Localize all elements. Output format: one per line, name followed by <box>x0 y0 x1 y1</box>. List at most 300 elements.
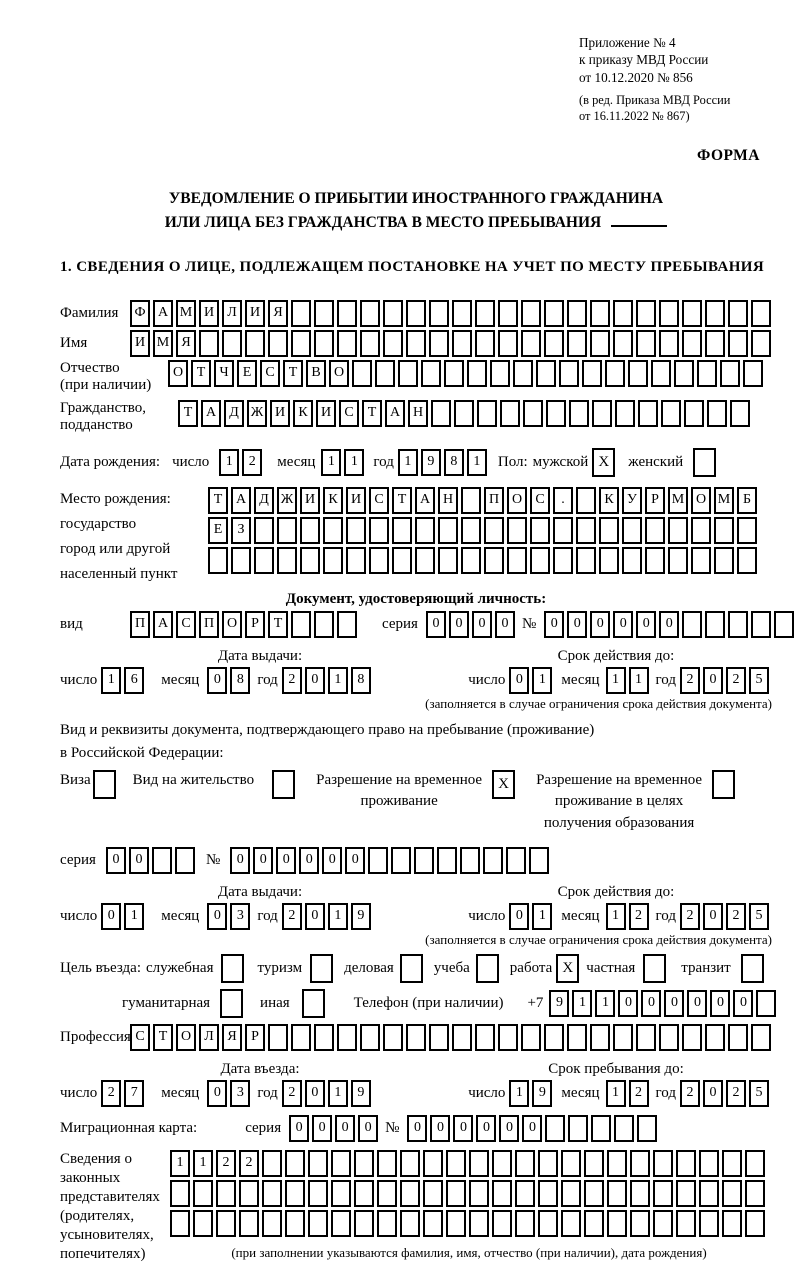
char-box[interactable] <box>400 1150 420 1177</box>
char-box[interactable]: Т <box>191 360 211 387</box>
char-box[interactable] <box>291 330 311 357</box>
char-box[interactable] <box>291 611 311 638</box>
char-box[interactable] <box>636 330 656 357</box>
char-box[interactable]: 0 <box>101 903 121 930</box>
char-box[interactable] <box>323 547 343 574</box>
char-box[interactable]: 0 <box>509 667 529 694</box>
char-box[interactable] <box>193 1180 213 1207</box>
char-box[interactable] <box>337 300 357 327</box>
char-box[interactable] <box>576 517 596 544</box>
char-box[interactable] <box>484 547 504 574</box>
char-box[interactable] <box>406 300 426 327</box>
char-box[interactable] <box>446 1150 466 1177</box>
char-box[interactable] <box>682 611 702 638</box>
char-box[interactable]: С <box>369 487 389 514</box>
char-box[interactable]: 8 <box>444 449 464 476</box>
char-box[interactable]: 2 <box>726 903 746 930</box>
char-box[interactable]: 0 <box>253 847 273 874</box>
char-box[interactable] <box>582 360 602 387</box>
char-box[interactable] <box>314 611 334 638</box>
char-box[interactable] <box>584 1210 604 1237</box>
char-box[interactable] <box>423 1210 443 1237</box>
char-box[interactable]: А <box>201 400 221 427</box>
char-box[interactable] <box>599 547 619 574</box>
char-box[interactable] <box>636 1024 656 1051</box>
char-box[interactable]: 8 <box>230 667 250 694</box>
char-box[interactable] <box>607 1150 627 1177</box>
char-box[interactable] <box>645 547 665 574</box>
char-box[interactable] <box>314 1024 334 1051</box>
char-box[interactable] <box>262 1150 282 1177</box>
char-box[interactable] <box>653 1210 673 1237</box>
char-box[interactable] <box>490 360 510 387</box>
char-box[interactable]: О <box>329 360 349 387</box>
char-box[interactable] <box>553 547 573 574</box>
char-box[interactable]: 0 <box>613 611 633 638</box>
char-box[interactable] <box>175 847 195 874</box>
char-box[interactable] <box>730 400 750 427</box>
char-box[interactable]: 0 <box>358 1115 378 1142</box>
char-box[interactable]: 2 <box>216 1150 236 1177</box>
char-box[interactable]: Н <box>408 400 428 427</box>
char-box[interactable] <box>285 1150 305 1177</box>
char-box[interactable]: 0 <box>345 847 365 874</box>
char-box[interactable] <box>354 1150 374 1177</box>
char-box[interactable] <box>483 847 503 874</box>
char-box[interactable]: 8 <box>351 667 371 694</box>
char-box[interactable]: 3 <box>230 903 250 930</box>
char-box[interactable]: . <box>553 487 573 514</box>
char-box[interactable] <box>751 330 771 357</box>
char-box[interactable] <box>475 300 495 327</box>
char-box[interactable]: 1 <box>532 667 552 694</box>
char-box[interactable] <box>720 360 740 387</box>
char-box[interactable]: 0 <box>499 1115 519 1142</box>
char-box[interactable] <box>659 1024 679 1051</box>
char-box[interactable]: С <box>130 1024 150 1051</box>
char-box[interactable] <box>521 1024 541 1051</box>
char-box[interactable] <box>415 547 435 574</box>
char-box[interactable] <box>682 300 702 327</box>
char-box[interactable]: 3 <box>230 1080 250 1107</box>
char-box[interactable] <box>360 1024 380 1051</box>
char-box[interactable]: 9 <box>532 1080 552 1107</box>
char-box[interactable]: 0 <box>641 990 661 1017</box>
char-box[interactable]: А <box>385 400 405 427</box>
char-box[interactable]: 2 <box>680 667 700 694</box>
char-box[interactable] <box>492 1180 512 1207</box>
char-box[interactable]: 1 <box>398 449 418 476</box>
char-box[interactable] <box>676 1150 696 1177</box>
char-box[interactable]: 0 <box>129 847 149 874</box>
char-box[interactable]: И <box>199 300 219 327</box>
char-box[interactable] <box>569 400 589 427</box>
char-box[interactable] <box>221 954 244 983</box>
char-box[interactable]: 0 <box>299 847 319 874</box>
char-box[interactable]: 6 <box>124 667 144 694</box>
char-box[interactable] <box>636 300 656 327</box>
char-box[interactable] <box>553 517 573 544</box>
char-box[interactable]: 0 <box>703 667 723 694</box>
char-box[interactable] <box>622 547 642 574</box>
char-box[interactable] <box>477 400 497 427</box>
char-box[interactable] <box>630 1210 650 1237</box>
char-box[interactable] <box>538 1210 558 1237</box>
char-box[interactable] <box>308 1150 328 1177</box>
char-box[interactable] <box>722 1180 742 1207</box>
char-box[interactable]: 2 <box>680 903 700 930</box>
char-box[interactable] <box>530 517 550 544</box>
char-box[interactable] <box>222 330 242 357</box>
char-box[interactable]: А <box>153 611 173 638</box>
char-box[interactable] <box>728 330 748 357</box>
char-box[interactable]: Т <box>178 400 198 427</box>
char-box[interactable]: С <box>260 360 280 387</box>
char-box[interactable] <box>544 1024 564 1051</box>
char-box[interactable]: 0 <box>659 611 679 638</box>
char-box[interactable] <box>354 1180 374 1207</box>
char-box[interactable] <box>568 1115 588 1142</box>
char-box[interactable] <box>714 547 734 574</box>
char-box[interactable] <box>592 400 612 427</box>
char-box[interactable] <box>231 547 251 574</box>
char-box[interactable] <box>429 1024 449 1051</box>
char-box[interactable]: 0 <box>305 1080 325 1107</box>
char-box[interactable] <box>607 1180 627 1207</box>
char-box[interactable] <box>653 1150 673 1177</box>
char-box[interactable] <box>368 847 388 874</box>
char-box[interactable]: 7 <box>124 1080 144 1107</box>
char-box[interactable]: 0 <box>522 1115 542 1142</box>
char-box[interactable]: Н <box>438 487 458 514</box>
char-box[interactable] <box>208 547 228 574</box>
char-box[interactable]: 5 <box>749 903 769 930</box>
char-box[interactable] <box>614 1115 634 1142</box>
char-box[interactable]: 0 <box>322 847 342 874</box>
char-box[interactable] <box>383 1024 403 1051</box>
char-box[interactable]: 1 <box>170 1150 190 1177</box>
char-box[interactable]: 0 <box>703 903 723 930</box>
char-box[interactable]: 9 <box>351 1080 371 1107</box>
char-box[interactable]: X <box>492 770 515 799</box>
char-box[interactable] <box>590 330 610 357</box>
char-box[interactable] <box>314 330 334 357</box>
char-box[interactable]: О <box>691 487 711 514</box>
char-box[interactable]: 2 <box>726 667 746 694</box>
char-box[interactable] <box>697 360 717 387</box>
char-box[interactable] <box>661 400 681 427</box>
char-box[interactable]: М <box>714 487 734 514</box>
char-box[interactable] <box>613 330 633 357</box>
char-box[interactable]: 2 <box>101 1080 121 1107</box>
char-box[interactable] <box>406 1024 426 1051</box>
char-box[interactable]: В <box>306 360 326 387</box>
char-box[interactable] <box>705 330 725 357</box>
char-box[interactable] <box>674 360 694 387</box>
char-box[interactable] <box>507 517 527 544</box>
char-box[interactable]: X <box>556 954 579 983</box>
char-box[interactable] <box>590 1024 610 1051</box>
char-box[interactable] <box>653 1180 673 1207</box>
char-box[interactable] <box>745 1150 765 1177</box>
char-box[interactable]: 2 <box>629 903 649 930</box>
char-box[interactable] <box>438 547 458 574</box>
char-box[interactable]: Т <box>208 487 228 514</box>
char-box[interactable] <box>354 1210 374 1237</box>
char-box[interactable] <box>515 1210 535 1237</box>
char-box[interactable] <box>743 360 763 387</box>
char-box[interactable] <box>705 1024 725 1051</box>
char-box[interactable] <box>538 1150 558 1177</box>
char-box[interactable] <box>751 611 771 638</box>
char-box[interactable] <box>369 517 389 544</box>
char-box[interactable] <box>676 1210 696 1237</box>
char-box[interactable] <box>375 360 395 387</box>
char-box[interactable]: Д <box>254 487 274 514</box>
char-box[interactable] <box>452 300 472 327</box>
char-box[interactable]: 0 <box>230 847 250 874</box>
char-box[interactable] <box>536 360 556 387</box>
char-box[interactable]: 1 <box>328 903 348 930</box>
char-box[interactable] <box>699 1180 719 1207</box>
char-box[interactable]: 1 <box>344 449 364 476</box>
char-box[interactable]: 1 <box>595 990 615 1017</box>
char-box[interactable]: О <box>507 487 527 514</box>
char-box[interactable]: И <box>270 400 290 427</box>
char-box[interactable]: Р <box>245 1024 265 1051</box>
char-box[interactable] <box>93 770 116 799</box>
char-box[interactable] <box>728 611 748 638</box>
char-box[interactable] <box>705 300 725 327</box>
char-box[interactable]: 0 <box>733 990 753 1017</box>
char-box[interactable]: И <box>130 330 150 357</box>
char-box[interactable] <box>300 547 320 574</box>
char-box[interactable]: 0 <box>207 903 227 930</box>
char-box[interactable] <box>722 1150 742 1177</box>
char-box[interactable] <box>668 547 688 574</box>
char-box[interactable]: Л <box>222 300 242 327</box>
char-box[interactable] <box>699 1150 719 1177</box>
char-box[interactable]: 0 <box>509 903 529 930</box>
char-box[interactable]: С <box>176 611 196 638</box>
char-box[interactable] <box>254 517 274 544</box>
char-box[interactable]: К <box>323 487 343 514</box>
char-box[interactable] <box>262 1210 282 1237</box>
char-box[interactable] <box>323 517 343 544</box>
char-box[interactable]: 0 <box>305 667 325 694</box>
char-box[interactable] <box>302 989 325 1018</box>
char-box[interactable]: М <box>153 330 173 357</box>
char-box[interactable]: Л <box>199 1024 219 1051</box>
char-box[interactable]: Ч <box>214 360 234 387</box>
char-box[interactable] <box>728 1024 748 1051</box>
char-box[interactable]: 0 <box>430 1115 450 1142</box>
char-box[interactable]: У <box>622 487 642 514</box>
char-box[interactable] <box>360 300 380 327</box>
char-box[interactable] <box>513 360 533 387</box>
char-box[interactable] <box>538 1180 558 1207</box>
char-box[interactable] <box>239 1180 259 1207</box>
char-box[interactable] <box>745 1180 765 1207</box>
char-box[interactable] <box>599 517 619 544</box>
char-box[interactable]: X <box>592 448 615 477</box>
char-box[interactable]: М <box>668 487 688 514</box>
char-box[interactable] <box>584 1150 604 1177</box>
char-box[interactable] <box>622 517 642 544</box>
char-box[interactable]: 0 <box>472 611 492 638</box>
char-box[interactable] <box>285 1180 305 1207</box>
char-box[interactable] <box>337 330 357 357</box>
char-box[interactable] <box>377 1210 397 1237</box>
char-box[interactable] <box>452 1024 472 1051</box>
char-box[interactable] <box>546 400 566 427</box>
char-box[interactable] <box>429 330 449 357</box>
char-box[interactable]: 0 <box>544 611 564 638</box>
char-box[interactable] <box>392 547 412 574</box>
char-box[interactable]: 1 <box>629 667 649 694</box>
char-box[interactable]: И <box>316 400 336 427</box>
char-box[interactable] <box>567 1024 587 1051</box>
char-box[interactable]: Т <box>268 611 288 638</box>
char-box[interactable] <box>684 400 704 427</box>
char-box[interactable] <box>331 1150 351 1177</box>
char-box[interactable] <box>682 330 702 357</box>
char-box[interactable] <box>469 1210 489 1237</box>
char-box[interactable] <box>360 330 380 357</box>
char-box[interactable] <box>728 300 748 327</box>
char-box[interactable] <box>285 1210 305 1237</box>
char-box[interactable]: Ж <box>277 487 297 514</box>
char-box[interactable]: С <box>530 487 550 514</box>
char-box[interactable]: 2 <box>726 1080 746 1107</box>
char-box[interactable] <box>613 1024 633 1051</box>
char-box[interactable] <box>414 847 434 874</box>
char-box[interactable]: 2 <box>629 1080 649 1107</box>
char-box[interactable]: Е <box>237 360 257 387</box>
char-box[interactable] <box>400 954 423 983</box>
char-box[interactable] <box>216 1210 236 1237</box>
char-box[interactable]: О <box>222 611 242 638</box>
char-box[interactable] <box>476 954 499 983</box>
char-box[interactable]: 2 <box>680 1080 700 1107</box>
char-box[interactable]: 0 <box>453 1115 473 1142</box>
char-box[interactable] <box>391 847 411 874</box>
char-box[interactable]: 0 <box>636 611 656 638</box>
char-box[interactable]: Я <box>176 330 196 357</box>
char-box[interactable]: Ф <box>130 300 150 327</box>
char-box[interactable] <box>659 300 679 327</box>
char-box[interactable]: 0 <box>476 1115 496 1142</box>
char-box[interactable] <box>152 847 172 874</box>
char-box[interactable] <box>460 847 480 874</box>
char-box[interactable] <box>272 770 295 799</box>
char-box[interactable]: 2 <box>282 903 302 930</box>
char-box[interactable]: Б <box>737 487 757 514</box>
char-box[interactable]: Е <box>208 517 228 544</box>
char-box[interactable] <box>613 300 633 327</box>
char-box[interactable] <box>645 517 665 544</box>
char-box[interactable]: З <box>231 517 251 544</box>
char-box[interactable]: 0 <box>664 990 684 1017</box>
char-box[interactable] <box>576 487 596 514</box>
char-box[interactable]: 1 <box>606 903 626 930</box>
char-box[interactable] <box>406 330 426 357</box>
char-box[interactable] <box>199 330 219 357</box>
char-box[interactable]: 9 <box>421 449 441 476</box>
char-box[interactable]: 0 <box>687 990 707 1017</box>
char-box[interactable]: 1 <box>572 990 592 1017</box>
char-box[interactable] <box>507 547 527 574</box>
char-box[interactable]: Т <box>283 360 303 387</box>
char-box[interactable] <box>170 1210 190 1237</box>
char-box[interactable] <box>737 547 757 574</box>
char-box[interactable] <box>545 1115 565 1142</box>
char-box[interactable]: Ж <box>247 400 267 427</box>
char-box[interactable] <box>220 989 243 1018</box>
char-box[interactable] <box>630 1180 650 1207</box>
char-box[interactable] <box>392 517 412 544</box>
char-box[interactable]: 1 <box>328 667 348 694</box>
char-box[interactable]: 1 <box>328 1080 348 1107</box>
char-box[interactable] <box>475 1024 495 1051</box>
char-box[interactable]: 1 <box>467 449 487 476</box>
char-box[interactable] <box>737 517 757 544</box>
char-box[interactable]: 0 <box>305 903 325 930</box>
char-box[interactable] <box>638 400 658 427</box>
char-box[interactable]: 0 <box>703 1080 723 1107</box>
char-box[interactable] <box>693 448 716 477</box>
char-box[interactable]: Т <box>392 487 412 514</box>
char-box[interactable] <box>469 1180 489 1207</box>
char-box[interactable] <box>707 400 727 427</box>
char-box[interactable]: 9 <box>351 903 371 930</box>
char-box[interactable]: М <box>176 300 196 327</box>
char-box[interactable]: Я <box>222 1024 242 1051</box>
char-box[interactable] <box>722 1210 742 1237</box>
char-box[interactable] <box>615 400 635 427</box>
char-box[interactable] <box>421 360 441 387</box>
char-box[interactable] <box>245 330 265 357</box>
char-box[interactable] <box>254 547 274 574</box>
char-box[interactable] <box>446 1210 466 1237</box>
char-box[interactable] <box>590 300 610 327</box>
char-box[interactable] <box>331 1210 351 1237</box>
char-box[interactable]: 0 <box>590 611 610 638</box>
char-box[interactable] <box>423 1150 443 1177</box>
char-box[interactable] <box>659 330 679 357</box>
char-box[interactable]: 5 <box>749 1080 769 1107</box>
char-box[interactable] <box>544 330 564 357</box>
char-box[interactable]: 0 <box>207 1080 227 1107</box>
char-box[interactable] <box>398 360 418 387</box>
char-box[interactable] <box>352 360 372 387</box>
char-box[interactable] <box>216 1180 236 1207</box>
char-box[interactable] <box>239 1210 259 1237</box>
char-box[interactable] <box>444 360 464 387</box>
char-box[interactable] <box>651 360 671 387</box>
char-box[interactable]: 0 <box>106 847 126 874</box>
char-box[interactable] <box>346 517 366 544</box>
char-box[interactable] <box>268 330 288 357</box>
char-box[interactable] <box>337 611 357 638</box>
char-box[interactable]: О <box>176 1024 196 1051</box>
char-box[interactable]: 9 <box>549 990 569 1017</box>
char-box[interactable]: С <box>339 400 359 427</box>
char-box[interactable]: О <box>168 360 188 387</box>
char-box[interactable]: 0 <box>289 1115 309 1142</box>
char-box[interactable]: Р <box>645 487 665 514</box>
char-box[interactable] <box>461 517 481 544</box>
